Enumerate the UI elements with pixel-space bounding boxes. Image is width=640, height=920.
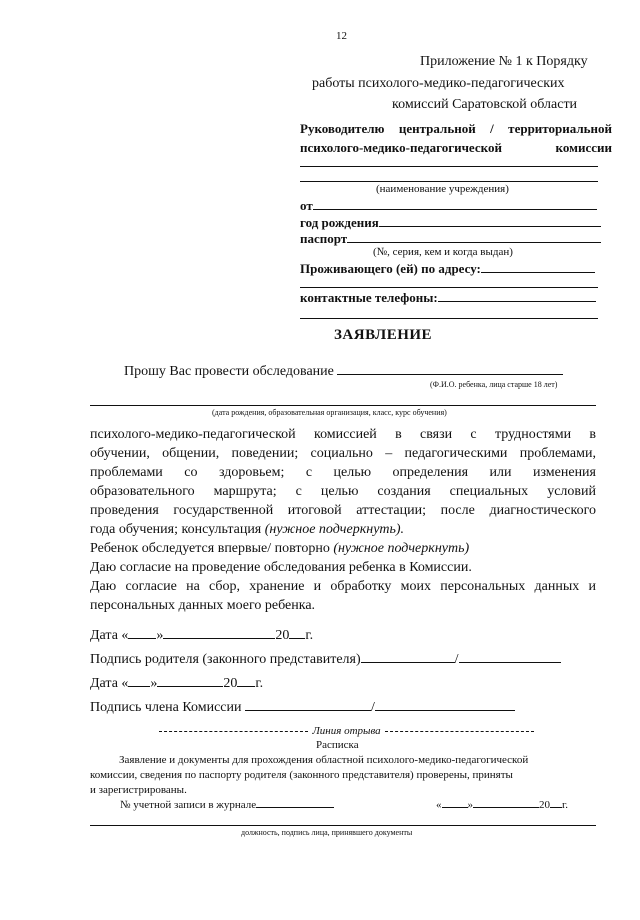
tear-dash-left xyxy=(159,731,308,732)
member-signature-label: Подпись члена Комиссии xyxy=(90,700,242,715)
from-field[interactable] xyxy=(313,209,597,210)
exam-row xyxy=(90,541,469,557)
parent-signature-row xyxy=(90,652,561,668)
year-field-1[interactable] xyxy=(289,638,305,639)
tear-line-label: Линия отрыва xyxy=(312,725,381,737)
body-line-3: проблемами со здоровьем; с целью определения или изменения xyxy=(90,465,596,480)
member-name-field[interactable] xyxy=(375,710,515,711)
address-label: Проживающего (ей) по адресу: xyxy=(300,261,481,276)
member-slash: / xyxy=(371,700,375,715)
year-suffix-2: г. xyxy=(255,676,264,691)
member-signature-field[interactable] xyxy=(245,710,371,711)
tear-line xyxy=(159,725,534,737)
birth-year-row xyxy=(300,215,601,231)
journal-label: № учетной записи в журнале xyxy=(120,799,257,811)
receipt-line-2: комиссии, сведения по паспорту родителя (законного представителя) проверены, приняты xyxy=(90,769,513,781)
journal-row xyxy=(120,799,334,811)
appendix-line-1: Приложение № 1 к Порядку xyxy=(420,54,588,69)
day-field-2[interactable] xyxy=(128,686,150,687)
document-title: ЗАЯВЛЕНИЕ xyxy=(334,327,433,343)
institution-caption: (наименование учреждения) xyxy=(376,183,509,195)
date-mid-2: » xyxy=(150,676,158,691)
birth-year-label: год рождения xyxy=(300,215,379,230)
passport-row xyxy=(300,231,601,247)
details-caption: (дата рождения, образовательная организация, класс, курс обучения) xyxy=(212,408,447,417)
address-field[interactable] xyxy=(481,272,595,273)
appendix-line-3: комиссий Саратовской области xyxy=(392,97,578,112)
member-signature-row xyxy=(90,700,515,716)
receipt-line-1: Заявление и документы для прохождения областной психолого-медико-педагогической xyxy=(119,754,529,766)
receipt-date-row xyxy=(436,799,568,811)
appendix-line-2: работы психолого-медико-педагогических xyxy=(312,76,565,91)
phones-line-2 xyxy=(300,318,598,319)
details-line xyxy=(90,405,596,406)
page-number: 12 xyxy=(336,30,347,42)
passport-label: паспорт xyxy=(300,231,348,246)
journal-number-field[interactable] xyxy=(256,807,334,808)
receipt-date-close: » xyxy=(467,799,473,811)
body-line-6-note: (нужное подчеркнуть). xyxy=(264,522,405,537)
child-name-field[interactable] xyxy=(337,374,563,375)
phones-row xyxy=(300,290,596,306)
consent-1: Даю согласие на проведение обследования ребенка в Комиссии. xyxy=(90,560,472,575)
parent-name-field[interactable] xyxy=(459,662,561,663)
institution-line-2 xyxy=(300,181,598,182)
receipt-signature-line xyxy=(90,825,596,826)
consent-2-line-2: персональных данных моего ребенка. xyxy=(90,598,316,613)
passport-caption: (№, серия, кем и когда выдан) xyxy=(373,246,513,258)
date-label-1: Дата « xyxy=(90,628,129,643)
tear-dash-right xyxy=(385,731,534,732)
exam-text: Ребенок обследуется впервые/ повторно xyxy=(90,541,334,556)
addressee-line-2: психолого-медико-педагогической комиссии xyxy=(300,140,612,155)
address-row xyxy=(300,261,595,277)
institution-line-1 xyxy=(300,166,598,167)
year-field-2[interactable] xyxy=(237,686,255,687)
parent-signature-field[interactable] xyxy=(361,662,455,663)
date-row-1 xyxy=(90,628,313,644)
receipt-year-field[interactable] xyxy=(550,807,562,808)
parent-slash: / xyxy=(454,652,459,667)
date-row-2 xyxy=(90,676,263,692)
parent-signature-label: Подпись родителя (законного представителя) xyxy=(90,652,361,667)
receipt-footer-caption: должность, подпись лица, принявшего документы xyxy=(241,828,413,837)
year-prefix-1: 20 xyxy=(275,628,290,643)
day-field-1[interactable] xyxy=(128,638,156,639)
addressee-line-1: Руководителю центральной / территориальной xyxy=(300,121,612,136)
consent-2-line-1: Даю согласие на сбор, хранение и обработку моих персональных данных и xyxy=(90,579,596,594)
month-field-2[interactable] xyxy=(157,686,223,687)
month-field-1[interactable] xyxy=(163,638,275,639)
passport-field[interactable] xyxy=(347,242,601,243)
receipt-month-field[interactable] xyxy=(473,807,539,808)
body-line-6-text: года обучения; консультация xyxy=(90,522,265,537)
receipt-year-suffix: г. xyxy=(562,799,569,811)
receipt-line-3: и зарегистрированы. xyxy=(90,784,187,796)
birth-year-field[interactable] xyxy=(379,226,601,227)
address-line-2 xyxy=(300,287,598,288)
receipt-year-prefix: 20 xyxy=(539,799,550,811)
date-mid-1: » xyxy=(156,628,164,643)
from-label: от xyxy=(300,198,313,213)
child-caption: (Ф.И.О. ребенка, лица старше 18 лет) xyxy=(430,380,558,389)
body-line-2: обучении, общении, поведении; социально – педагогическими проблемами, xyxy=(90,446,596,461)
receipt-day-field[interactable] xyxy=(442,807,468,808)
date-label-2: Дата « xyxy=(90,676,129,691)
body-line-1: психолого-медико-педагогической комиссией в связи с трудностями в xyxy=(90,427,596,442)
year-prefix-2: 20 xyxy=(223,676,238,691)
year-suffix-1: г. xyxy=(305,628,314,643)
request-intro: Прошу Вас провести обследование xyxy=(124,364,334,379)
request-row xyxy=(124,364,563,380)
body-line-6 xyxy=(90,522,404,538)
receipt-title: Расписка xyxy=(316,739,359,751)
body-line-5: проведения государственной итоговой аттестации; после диагностического xyxy=(90,503,596,518)
body-line-4: образовательного маршрута; с целью создания специальных условий xyxy=(90,484,596,499)
exam-note: (нужное подчеркнуть) xyxy=(333,541,470,556)
phones-label: контактные телефоны: xyxy=(300,290,438,305)
from-row xyxy=(300,198,597,214)
receipt-date-open: « xyxy=(436,799,442,811)
phones-field[interactable] xyxy=(438,301,596,302)
